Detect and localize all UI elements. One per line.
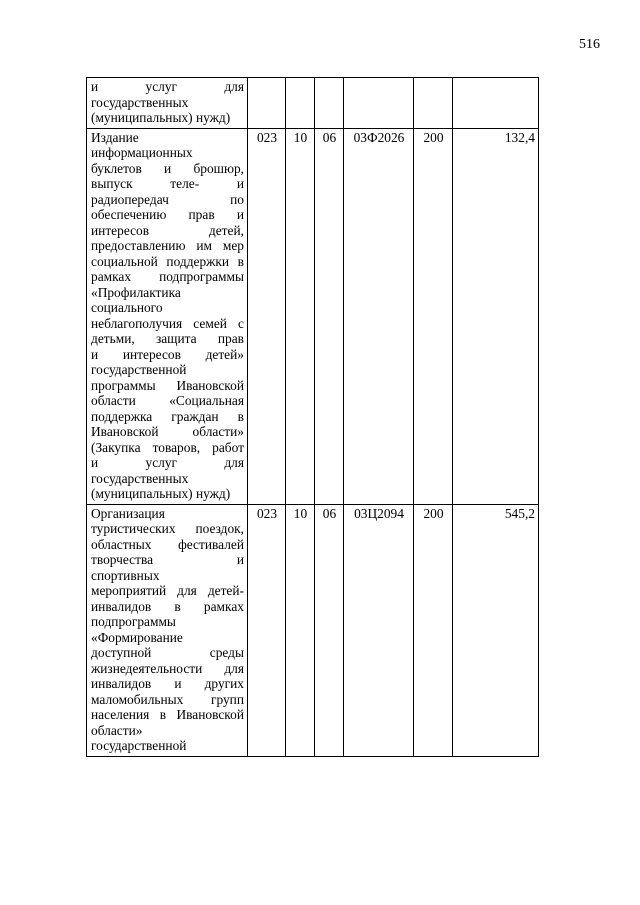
row-name-line: и интересов детей» xyxy=(91,346,244,362)
row-name-line: государственной xyxy=(91,362,187,377)
row-name-line: социальной поддержки в xyxy=(91,253,244,269)
row-name-cell xyxy=(87,128,248,504)
section-cell xyxy=(286,78,315,129)
row-name-line: инвалидов и других xyxy=(91,676,244,691)
gr-code-cell: 023 xyxy=(248,504,286,756)
section-cell: 10 xyxy=(286,504,315,756)
section-cell: 10 xyxy=(286,128,315,504)
subsection-cell: 06 xyxy=(315,128,344,504)
row-name-line: творчества и xyxy=(91,552,244,567)
amount-cell xyxy=(453,78,539,129)
row-name-line: «Профилактика xyxy=(91,284,181,300)
row-name-line: Ивановской области» xyxy=(91,424,244,439)
row-name-line: «Формирование xyxy=(91,629,183,645)
expense-type-cell xyxy=(414,78,453,129)
row-name-line: доступной среды xyxy=(91,645,244,660)
row-name-line: (муниципальных) нужд) xyxy=(91,486,231,501)
row-name-line: Организация xyxy=(91,505,165,521)
target-item-cell xyxy=(344,78,414,129)
target-item-cell: 03Ц2094 xyxy=(344,504,414,756)
row-name-line: обеспечению прав и xyxy=(91,207,244,222)
gr-code-cell xyxy=(248,78,286,129)
row-name-cell xyxy=(87,504,248,756)
page-number: 516 xyxy=(579,37,600,52)
row-name-line: областных фестивалей xyxy=(91,536,244,552)
row-name-line: (Закупка товаров, работ xyxy=(91,439,244,455)
row-name-line: поддержка граждан в xyxy=(91,408,244,424)
row-name-line: радиопередач по xyxy=(91,191,244,207)
row-name-line: государственной xyxy=(91,738,187,753)
row-name-line: Издание xyxy=(91,129,139,145)
row-name-line: буклетов и брошюр, xyxy=(91,160,244,176)
subsection-cell: 06 xyxy=(315,504,344,756)
table-body xyxy=(87,78,539,757)
row-name-line: маломобильных групп xyxy=(91,691,244,707)
row-name-line: детьми, защита прав xyxy=(91,331,244,346)
row-name-line: туристических поездок, xyxy=(91,521,244,536)
amount-cell: 545,2 xyxy=(453,504,539,756)
table-row xyxy=(87,78,539,129)
row-name-line: спортивных xyxy=(91,567,160,583)
row-name-cell xyxy=(87,78,248,129)
subsection-cell xyxy=(315,78,344,129)
row-name-line: неблагополучия семей с xyxy=(91,315,244,331)
row-name-line: социального xyxy=(91,300,163,315)
gr-code-cell: 023 xyxy=(248,128,286,504)
row-name-line: информационных xyxy=(91,145,193,160)
table-row xyxy=(87,128,539,504)
row-name-line: государственных xyxy=(91,470,189,486)
row-name-line: интересов детей, xyxy=(91,222,244,238)
row-name-line: (муниципальных) нужд) xyxy=(91,110,231,125)
row-name-line: области «Социальная xyxy=(91,393,244,408)
row-name-line: области» xyxy=(91,722,143,738)
row-name-line: программы Ивановской xyxy=(91,377,244,393)
row-name-line: рамках подпрограммы xyxy=(91,269,244,284)
table-row xyxy=(87,504,539,756)
row-name-line: инвалидов в рамках xyxy=(91,598,244,614)
row-name-line: государственных xyxy=(91,94,189,110)
row-name-line: мероприятий для детей- xyxy=(91,583,244,598)
row-name-line: и услуг для xyxy=(91,79,244,94)
expense-type-cell: 200 xyxy=(414,504,453,756)
row-name-line: и услуг для xyxy=(91,455,244,470)
row-name-line: жизнедеятельности для xyxy=(91,660,244,676)
expense-type-cell: 200 xyxy=(414,128,453,504)
target-item-cell: 03Ф2026 xyxy=(344,128,414,504)
row-name-line: подпрограммы xyxy=(91,614,176,629)
amount-cell: 132,4 xyxy=(453,128,539,504)
row-name-line: предоставлению им мер xyxy=(91,238,244,253)
row-name-line: выпуск теле- и xyxy=(91,176,244,191)
row-name-line: населения в Ивановской xyxy=(91,707,244,722)
budget-table xyxy=(86,77,539,757)
